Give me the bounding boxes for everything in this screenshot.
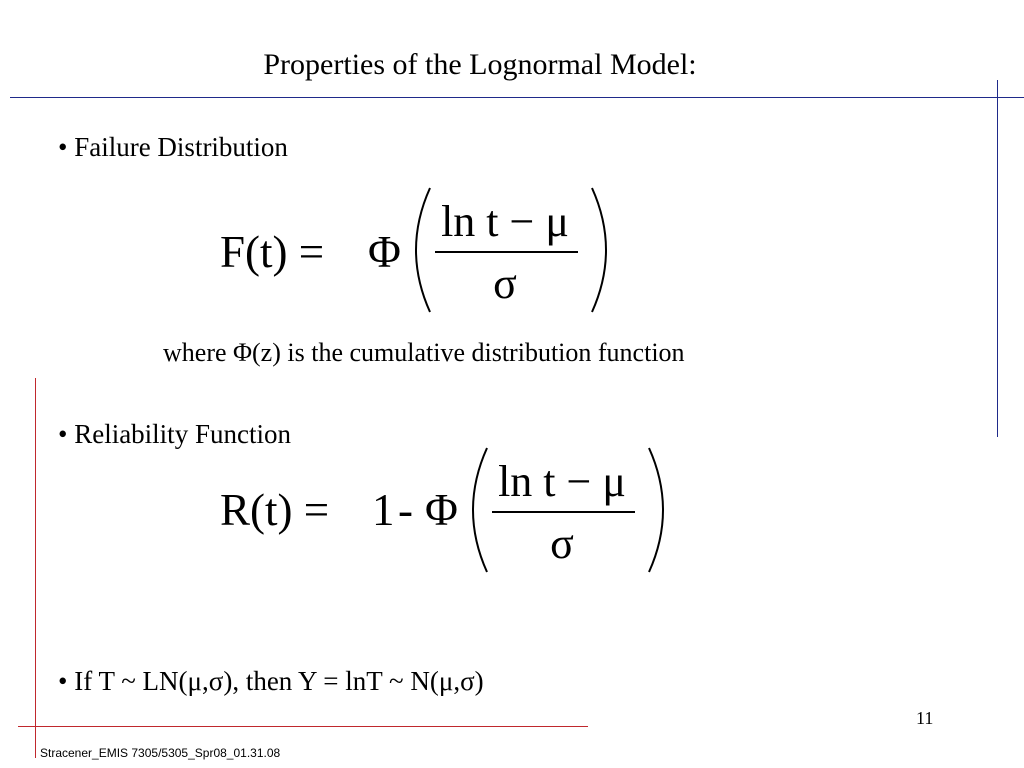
footer-text: Stracener_EMIS 7305/5305_Spr08_01.31.08	[40, 746, 281, 760]
reliability-eq-minus: -	[398, 485, 413, 535]
reliability-eq-lhs: R(t) =	[220, 485, 330, 535]
slide-number: 11	[916, 708, 934, 728]
reliability-eq-one: 1	[372, 485, 395, 535]
right-vertical-rule	[997, 80, 998, 437]
left-vertical-rule	[35, 378, 36, 758]
right-paren	[592, 188, 606, 312]
reliability-denominator: σ	[550, 519, 574, 568]
reliability-eq-fraction	[462, 440, 672, 580]
failure-eq-phi: Φ	[368, 227, 401, 277]
phi-definition-note: where Φ(z) is the cumulative distribution function	[163, 338, 685, 367]
reliability-eq-phi: Φ	[425, 485, 458, 535]
right-paren	[649, 448, 663, 572]
failure-eq-fraction	[405, 180, 615, 320]
slide-title: Properties of the Lognormal Model:	[263, 48, 697, 81]
top-horizontal-rule	[10, 97, 1024, 98]
bullet-failure-distribution: • Failure Distribution	[58, 132, 288, 162]
bottom-horizontal-rule	[18, 726, 588, 727]
bullet-lognormal-relation: • If T ~ LN(μ,σ), then Y = lnT ~ N(μ,σ)	[58, 666, 484, 696]
reliability-numerator: ln t − μ	[498, 457, 626, 506]
bullet-reliability-function: • Reliability Function	[58, 419, 291, 449]
failure-eq-lhs: F(t) =	[220, 227, 325, 277]
failure-numerator: ln t − μ	[441, 197, 569, 246]
left-paren	[416, 188, 430, 312]
failure-denominator: σ	[493, 259, 517, 308]
left-paren	[473, 448, 487, 572]
